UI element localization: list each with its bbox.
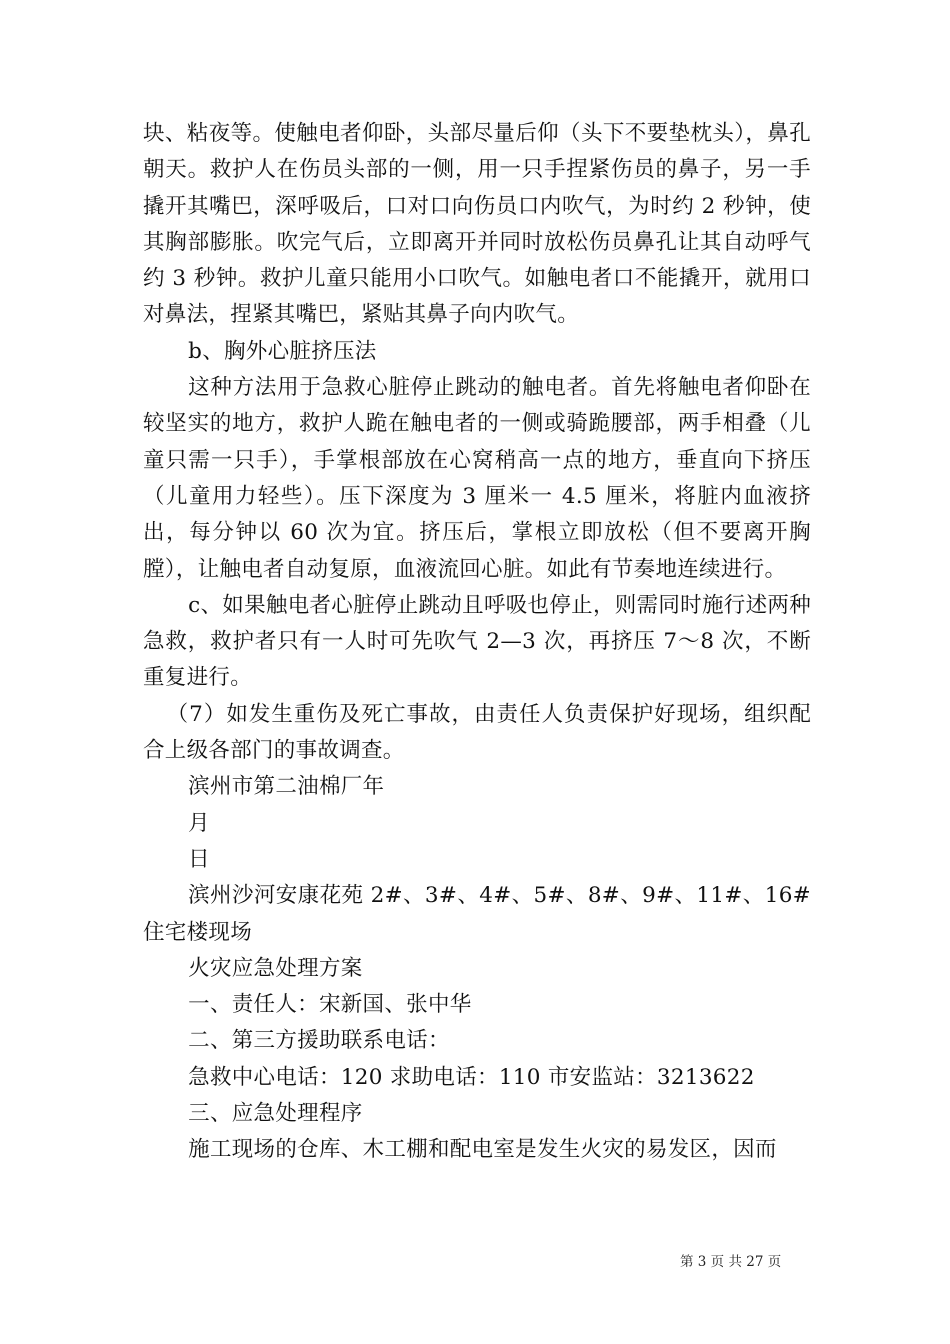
signature-day: 日: [188, 846, 210, 872]
page-number-footer: 第 3 页 共 27 页: [680, 1254, 782, 1270]
section-emergency-procedure: 三、应急处理程序: [188, 1101, 363, 1127]
fire-plan-title: 火灾应急处理方案: [188, 955, 363, 981]
paragraph-chest-compression: 这种方法用于急救心脏停止跳动的触电者。首先将触电者仰卧在较坚实的地方，救护人跪在触电者的一侧或骑跪腰部，两手相叠（儿童只需一只手），手掌根部放在心窝稍高一点的地方，垂直向下挤压（儿童用力轻些）。压下深度为 3 厘米一 4.5 厘米，将脏内血液挤出，每分钟以 60 次为宜。挤压后，掌根立即放松（但不要离开胸膛），让触电者自动复原，血液流回心脏。如此有节奏地连续进行。: [143, 375, 811, 582]
heading-chest-compression: b、胸外心脏挤压法: [188, 338, 377, 364]
paragraph-artificial-respiration: 块、粘夜等。使触电者仰卧，头部尽量后仰（头下不要垫枕头），鼻孔朝天。救护人在伤员头部的一侧，用一只手捏紧伤员的鼻子，另一手撬开其嘴巴，深呼吸后，口对口向伤员口内吹气，为时约 2 秒钟，使其胸部膨胀。吹完气后，立即离开并同时放松伤员鼻孔让其自动呼气约 3 秒钟。救护儿童只能用小口吹气。如触电者口不能撬开，就用口对鼻法，捏紧其嘴巴，紧贴其鼻子向内吹气。: [143, 121, 811, 328]
emergency-phone-numbers: 急救中心电话：120 求助电话：110 市安监站：3213622: [188, 1064, 755, 1090]
signature-month: 月: [188, 810, 210, 836]
section-responsible-persons: 一、责任人：宋新国、张中华: [188, 992, 472, 1018]
section-third-party-contacts: 二、第三方援助联系电话：: [188, 1028, 450, 1054]
paragraph-fire-prone-areas: 施工现场的仓库、木工棚和配电室是发生火灾的易发区，因而: [188, 1137, 777, 1163]
paragraph-combined-rescue: c、如果触电者心脏停止跳动且呼吸也停止，则需同时施行述两种急救，救护者只有一人时可先吹气 2—3 次，再挤压 7～8 次，不断重复进行。: [143, 592, 811, 691]
signature-organization: 滨州市第二油棉厂年: [188, 774, 385, 800]
paragraph-accident-investigation: （7）如发生重伤及死亡事故，由责任人负责保护好现场，组织配合上级各部门的事故调查。: [143, 701, 811, 764]
project-site-title: 滨州沙河安康花苑 2#、3#、4#、5#、8#、9#、11#、16#住宅楼现场: [143, 883, 811, 945]
document-body: [143, 116, 811, 1169]
